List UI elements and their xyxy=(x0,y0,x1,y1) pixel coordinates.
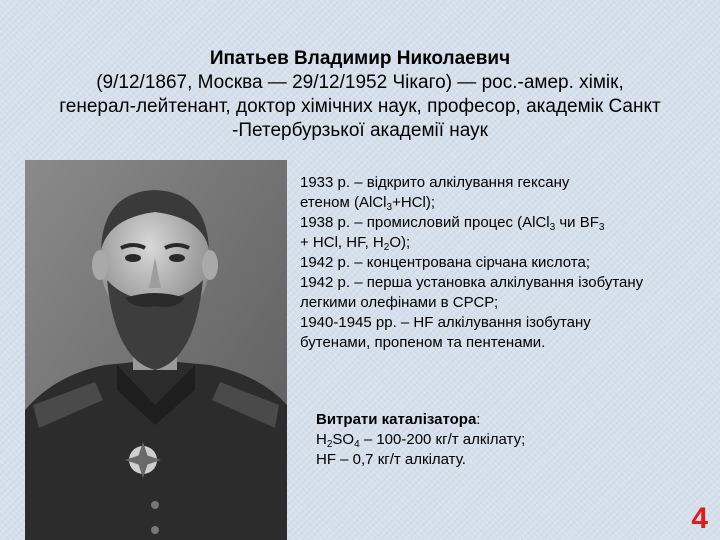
fact-1940-1945-cont: бутенами, пропеном та пентенами. xyxy=(300,334,546,351)
slide-number: 4 xyxy=(691,502,708,535)
facts-list xyxy=(300,173,715,353)
bio-line-1: (9/12/1867, Москва — 29/12/1952 Чікаго) — рос.-амер. хімік, xyxy=(96,72,624,93)
fact-1942-plant: 1942 р. – перша установка алкілування ізобутану xyxy=(300,274,644,291)
fact-1933: 1933 р. – відкрито алкілування гексану xyxy=(300,174,570,191)
fact-1942-plant-cont: легкими олефінами в СРСР; xyxy=(300,294,499,311)
cost-hf: HF – 0,7 кг/т алкілату. xyxy=(316,451,466,468)
fact-1938: 1938 р. – промисловий процес (AlCl$_3$ чи $BF_3$ xyxy=(300,214,605,233)
catalyst-costs xyxy=(316,410,706,470)
portrait-drawing xyxy=(25,160,287,540)
bio-line-2: генерал-лейтенант, доктор хімічних наук, професор, академік Санкт xyxy=(59,96,661,117)
slide-header xyxy=(20,47,700,143)
bio-line-3: -Петербурзької академії наук xyxy=(232,120,488,141)
cost-h2so4: $H_2SO_4 - 100-200$ кг/т алкілату; xyxy=(316,431,526,450)
fact-1942-acid: 1942 р. – концентрована сірчана кислота; xyxy=(300,254,591,271)
portrait-photo xyxy=(25,160,287,540)
costs-title: Витрати каталізатора: xyxy=(316,411,481,428)
fact-1933-cont: етеном (AlCl$_3$+HCl); xyxy=(300,194,435,213)
fact-1938-cont: + HCl, HF, $H_2O$); xyxy=(300,234,411,253)
person-name: Ипатьев Владимир Николаевич xyxy=(209,48,511,69)
fact-1940-1945: 1940-1945 рр. – HF алкілування ізобутану xyxy=(300,314,591,331)
